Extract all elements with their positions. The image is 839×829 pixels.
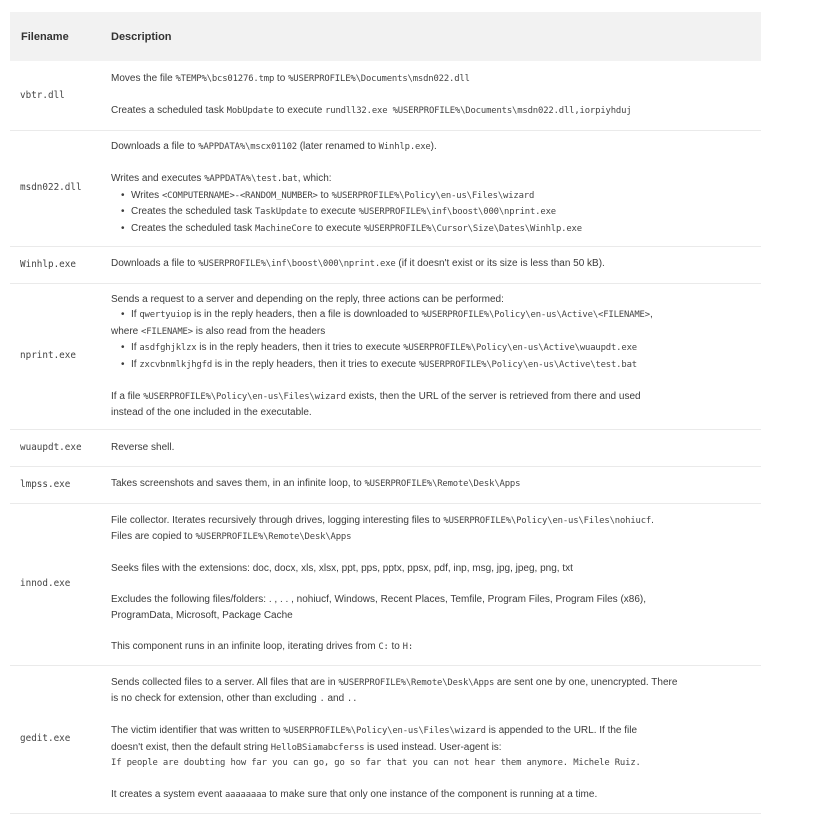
bullet-list <box>111 188 761 238</box>
filename-cell: gedit.exe <box>10 665 101 813</box>
list-item: • If zxcvbnmlkjhgfd is in the reply headers, then it tries to execute %USERPROFILE%\Policy\en-us\Active\test.bat <box>121 357 761 374</box>
description-paragraph: ProgramData, Microsoft, Package Cache <box>111 609 293 621</box>
malware-components-table-container <box>10 12 761 814</box>
table-row <box>10 429 761 466</box>
table-row <box>10 130 761 246</box>
filename-cell: nprint.exe <box>10 283 101 429</box>
description-paragraph: Creates a scheduled task MobUpdate to execute rundll32.exe %USERPROFILE%\Documents\msdn022.dll,iorpiyhduj <box>111 105 632 116</box>
filename-cell: Winhlp.exe <box>10 246 101 283</box>
table-row <box>10 466 761 503</box>
table-row <box>10 665 761 813</box>
table-row <box>10 61 761 130</box>
list-item: • Writes <COMPUTERNAME>-<RANDOM_NUMBER> to %USERPROFILE%\Policy\en-us\Files\wizard <box>121 188 761 205</box>
description-paragraph: This component runs in an infinite loop, iterating drives from C: to H: <box>111 640 414 652</box>
filename-column-header: Filename <box>10 12 101 61</box>
table-row <box>10 283 761 429</box>
description-cell <box>101 466 761 503</box>
description-cell <box>101 665 761 813</box>
description-cell <box>101 283 761 429</box>
description-cell <box>101 246 761 283</box>
description-paragraph: Files are copied to %USERPROFILE%\Remote\Desk\Apps <box>111 531 352 543</box>
description-paragraph: Seeks files with the extensions: doc, docx, xls, xlsx, ppt, pps, pptx, ppsx, pdf, inp, msg, jpg, jpeg, png, txt <box>111 563 573 575</box>
table-row <box>10 246 761 283</box>
filename-cell: lmpss.exe <box>10 466 101 503</box>
description-paragraph: is no check for extension, other than excluding . and .. <box>111 693 358 704</box>
malware-components-table <box>10 12 761 814</box>
description-paragraph: Downloads a file to %USERPROFILE%\inf\boost\000\nprint.exe (if it doesn't exist or its size is less than 50 kB). <box>111 258 605 270</box>
description-cell <box>101 429 761 466</box>
bullet-list <box>111 307 761 324</box>
description-paragraph: The victim identifier that was written to %USERPROFILE%\Policy\en-us\Files\wizard is appended to the URL. If the file <box>111 725 638 736</box>
table-header-row <box>10 12 761 61</box>
description-paragraph: Reverse shell. <box>111 441 175 453</box>
list-item: • If qwertyuiop is in the reply headers, then a file is downloaded to %USERPROFILE%\Policy\en-us\Active\<FILENAME>, <box>121 307 761 324</box>
description-cell <box>101 130 761 246</box>
filename-cell: innod.exe <box>10 503 101 665</box>
description-column-header: Description <box>101 12 761 61</box>
bullet-list <box>111 340 761 373</box>
list-item: • Creates the scheduled task TaskUpdate to execute %USERPROFILE%\inf\boost\000\nprint.exe <box>121 204 761 221</box>
description-paragraph: Sends a request to a server and depending on the reply, three actions can be performed: <box>111 293 504 305</box>
description-paragraph: Sends collected files to a server. All files that are in %USERPROFILE%\Remote\Desk\Apps are sent one by one, unencrypted. There <box>111 676 678 688</box>
filename-cell: vbtr.dll <box>10 61 101 130</box>
list-item: • If asdfghjklzx is in the reply headers, then it tries to execute %USERPROFILE%\Policy\en-us\Active\wuaupdt.exe <box>121 340 761 357</box>
description-paragraph: File collector. Iterates recursively through drives, logging interesting files to %USERPROFILE%\Policy\en-us\Files\nohiucf. <box>111 514 654 526</box>
table-row <box>10 503 761 665</box>
description-paragraph: Excludes the following files/folders: . , . . , nohiucf, Windows, Recent Places, Temfile, Program Files, Program Files (x86), <box>111 594 647 606</box>
description-paragraph: Moves the file %TEMP%\bcs01276.tmp to %USERPROFILE%\Documents\msdn022.dll <box>111 73 470 84</box>
description-cell <box>101 61 761 130</box>
description-paragraph: It creates a system event aaaaaaaa to make sure that only one instance of the component is running at a time. <box>111 789 598 800</box>
description-paragraph: Writes and executes %APPDATA%\test.bat, which: <box>111 173 332 184</box>
user-agent-string: If people are doubting how far you can go, go so far that you can not hear them anymore. Michele Ruiz. <box>111 758 641 768</box>
description-paragraph: instead of the one included in the executable. <box>111 407 312 418</box>
description-cell <box>101 503 761 665</box>
description-paragraph: where <FILENAME> is also read from the headers <box>111 325 326 337</box>
description-paragraph: Downloads a file to %APPDATA%\mscx01102 (later renamed to Winhlp.exe). <box>111 141 437 152</box>
list-item: • Creates the scheduled task MachineCore to execute %USERPROFILE%\Cursor\Size\Dates\Winhlp.exe <box>121 221 761 238</box>
description-paragraph: If a file %USERPROFILE%\Policy\en-us\Files\wizard exists, then the URL of the server is retrieved from there and used <box>111 390 641 402</box>
filename-cell: msdn022.dll <box>10 130 101 246</box>
filename-cell: wuaupdt.exe <box>10 429 101 466</box>
description-paragraph: Takes screenshots and saves them, in an infinite loop, to %USERPROFILE%\Remote\Desk\Apps <box>111 478 521 490</box>
description-paragraph: doesn't exist, then the default string HelloBSiamabcferss is used instead. User-agent is: <box>111 741 502 753</box>
